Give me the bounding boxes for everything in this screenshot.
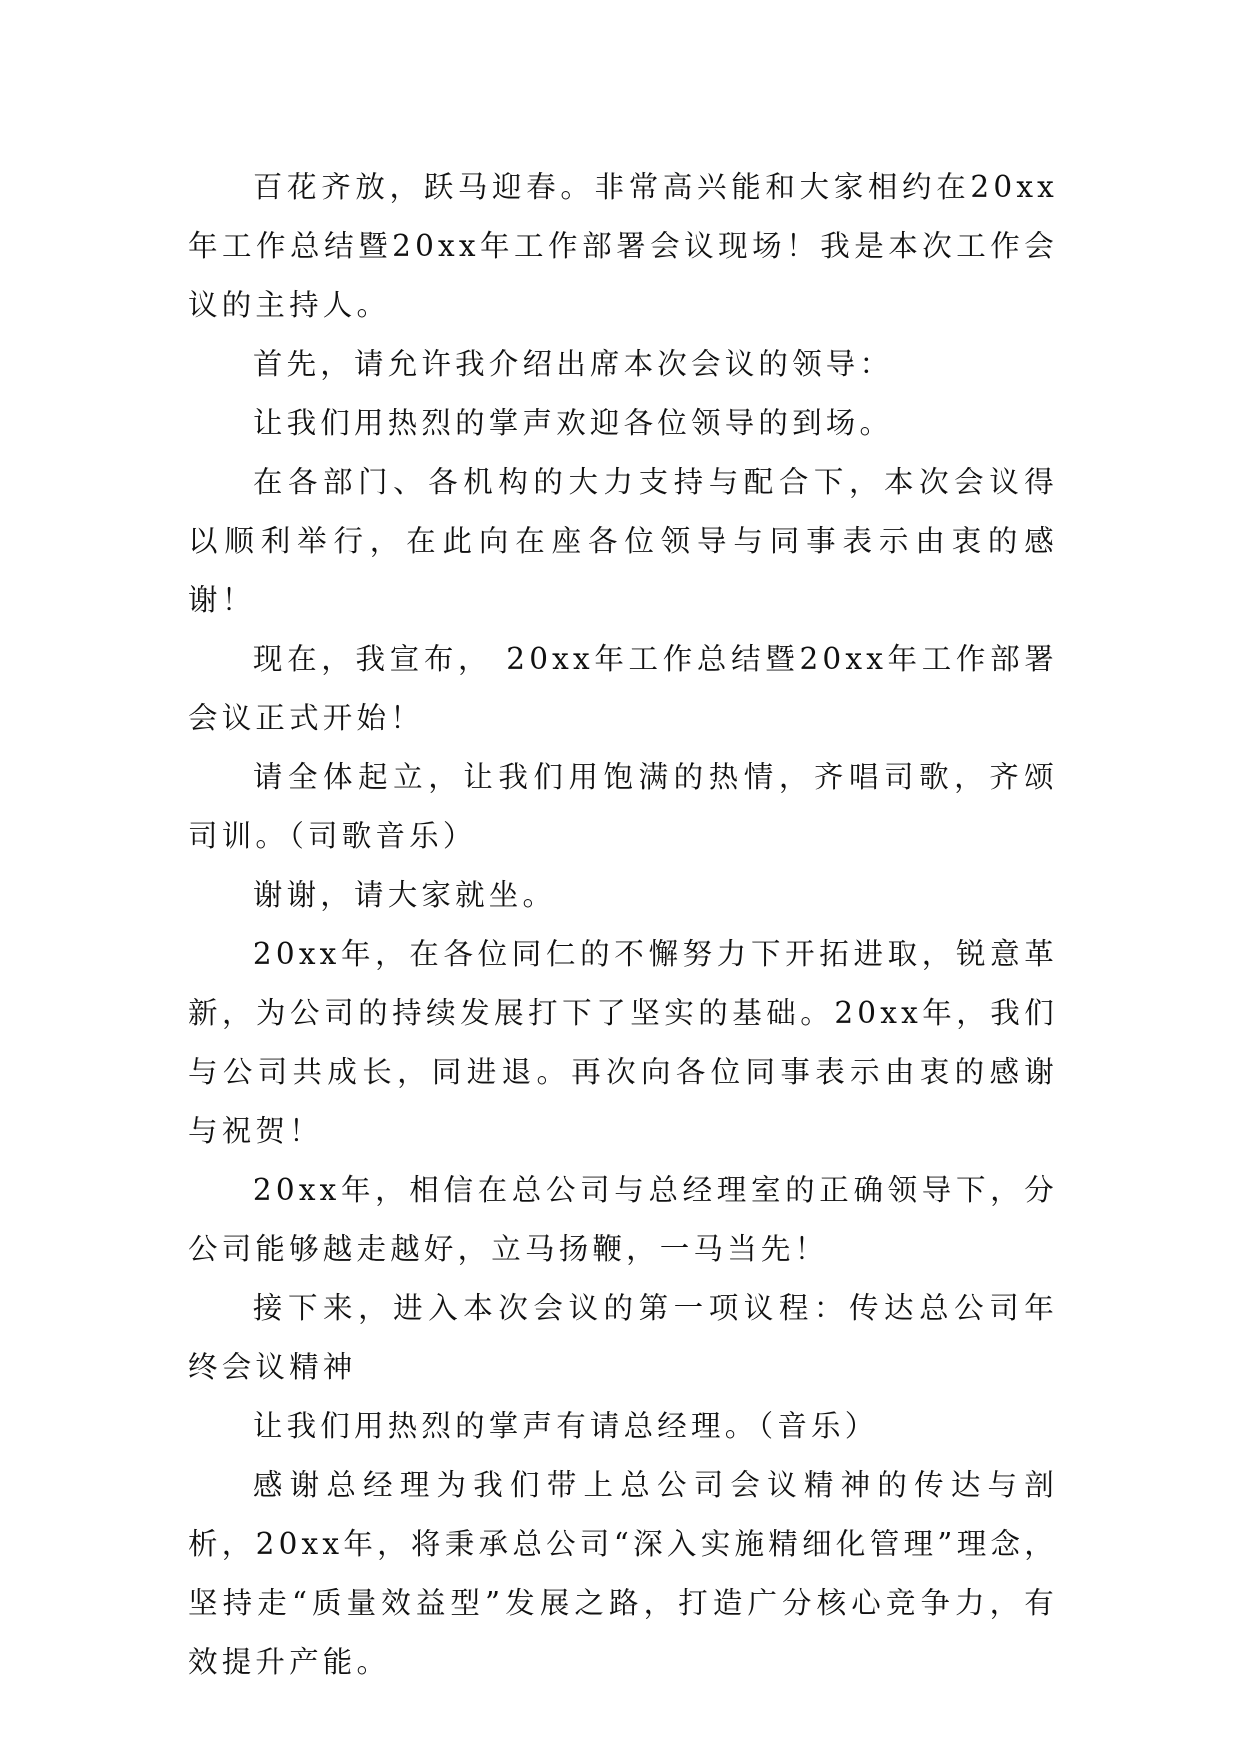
paragraph-agenda-first-item: 接下来，进入本次会议的第一项议程：传达总公司年终会议精神 bbox=[188, 1291, 1058, 1384]
paragraph-year-review: 20xx年，在各位同仁的不懈努力下开拓进取，锐意革新，为公司的持续发展打下了坚实的基础。20xx年，我们与公司共成长，同进退。再次向各位同事表示由衷的感谢与祝贺！ bbox=[188, 937, 1058, 1148]
paragraph-invite-general-manager: 让我们用热烈的掌声有请总经理。（音乐） bbox=[252, 1409, 879, 1443]
paragraph-opening: 百花齐放，跃马迎春。非常高兴能和大家相约在20xx年工作总结暨20xx年工作部署会议现场！我是本次工作会议的主持人。 bbox=[188, 170, 1058, 322]
paragraph-thanks-general-manager: 感谢总经理为我们带上总公司会议精神的传达与剖析，20xx年，将秉承总公司“深入实施精细化管理”理念，坚持走“质量效益型”发展之路，打造广分核心竞争力，有效提升产能。 bbox=[188, 1468, 1058, 1679]
paragraph-meeting-start: 现在，我宣布， 20xx年工作总结暨20xx年工作部署会议正式开始！ bbox=[188, 642, 1058, 735]
paragraph-please-sit: 谢谢，请大家就坐。 bbox=[252, 878, 557, 912]
paragraph-thanks-support: 在各部门、各机构的大力支持与配合下，本次会议得以顺利举行，在此向在座各位领导与同事表示由衷的感谢！ bbox=[188, 465, 1058, 617]
paragraph-introduce-leaders: 首先，请允许我介绍出席本次会议的领导： bbox=[252, 347, 894, 381]
paragraph-outlook: 20xx年，相信在总公司与总经理室的正确领导下，分公司能够越走越好，立马扬鞭，一马当先！ bbox=[188, 1173, 1058, 1266]
document-body bbox=[188, 158, 1058, 1692]
paragraph-company-song: 请全体起立，让我们用饱满的热情，齐唱司歌，齐颂司训。（司歌音乐） bbox=[188, 760, 1058, 853]
paragraph-welcome-leaders: 让我们用热烈的掌声欢迎各位领导的到场。 bbox=[252, 406, 894, 440]
